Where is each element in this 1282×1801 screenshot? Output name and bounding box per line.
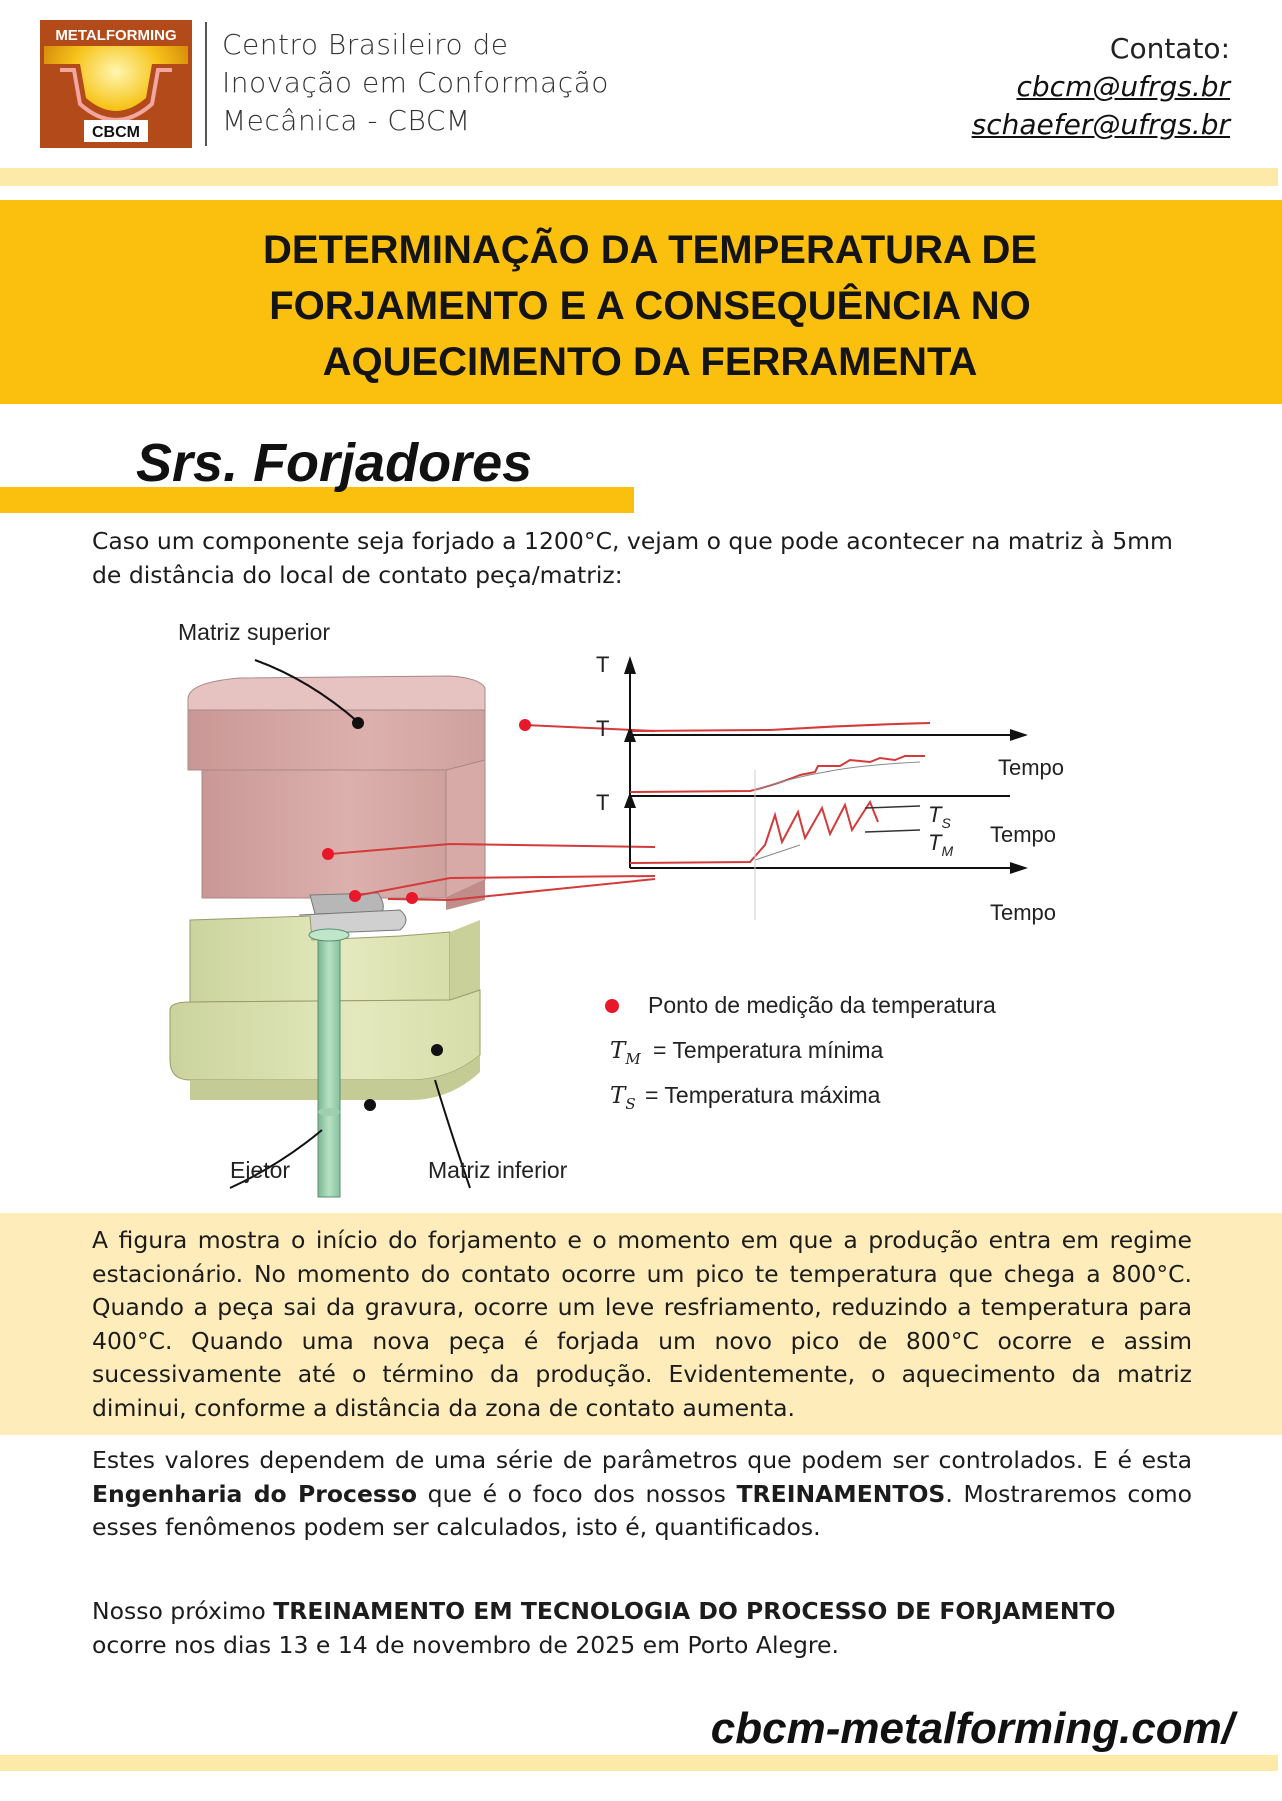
bold-training-name: TREINAMENTO EM TECNOLOGIA DO PROCESSO DE FORJAMENTO xyxy=(273,1597,1116,1625)
callout-dot-lower xyxy=(431,1044,443,1056)
footer-band xyxy=(0,1755,1278,1771)
org-line-3: Mecânica - CBCM xyxy=(222,104,471,137)
document-title xyxy=(0,222,1282,390)
callout-dot-ejector xyxy=(364,1099,376,1111)
axis-t-upper: T xyxy=(596,652,610,677)
bold-trainings: TREINAMENTOS xyxy=(736,1479,946,1508)
label-matriz-inferior: Matriz inferior xyxy=(428,1157,568,1183)
title-line-2: FORJAMENTO E A CONSEQUÊNCIA NO xyxy=(269,284,1031,328)
figure-explanation-paragraph: A figura mostra o início do forjamento e o momento em que a produção entra em regime estacionário. No momento do contato ocorre um pico te temperatura que chega a 800°C. Quando a peça sai da gravura, ocorre um leve resfriamento, reduzindo a temperatura para 400°C. Quando uma nova peça é forjada um novo pico de 800°C ocorre e assim sucessivamente até o término da produção. Evidentemente, o aquecimento da matriz diminui, conforme a distância da zona de contato aumenta. xyxy=(92,1226,1192,1422)
axis-tempo-bottom: Tempo xyxy=(990,900,1057,925)
process-engineering-paragraph xyxy=(92,1444,1192,1545)
measurement-point-contact xyxy=(406,892,418,904)
text-segment: . Mostraremos como esses fenômenos podem ser calculados, isto é, quantificados. xyxy=(92,1479,1192,1541)
header-divider xyxy=(205,22,207,146)
label-ejetor: Ejetor xyxy=(230,1157,291,1183)
legend-ts-symbol: $T_S$ xyxy=(610,1083,636,1113)
measurement-point-upper xyxy=(519,719,531,731)
plot-lower xyxy=(596,790,1056,925)
temperature-plots xyxy=(596,652,1064,925)
label-matriz-superior: Matriz superior xyxy=(178,619,331,645)
text-segment: Nosso próximo xyxy=(92,1597,274,1625)
text-segment: que é o foco dos nossos xyxy=(417,1479,737,1508)
logo-text-top: METALFORMING xyxy=(55,27,177,44)
axis-t-middle: T xyxy=(596,716,610,741)
title-line-1: DETERMINAÇÃO DA TEMPERATURA DE xyxy=(262,228,1038,272)
legend-tm-symbol: $T_M$ xyxy=(610,1038,641,1068)
header-band xyxy=(0,168,1278,186)
intro-paragraph: Caso um componente seja forjado a 1200°C, vejam o que pode acontecer na matriz à 5mm de distância do local de contato peça/matriz: xyxy=(92,527,1173,589)
forging-temperature-figure xyxy=(150,610,1090,1200)
tm-label: $T_M$ xyxy=(928,830,954,859)
email-link-schaefer[interactable]: schaefer@ufrgs.br xyxy=(971,108,1230,141)
axis-t-lower: T xyxy=(596,790,610,815)
measurement-point-middle xyxy=(322,848,334,860)
title-banner xyxy=(0,200,1282,404)
org-line-1: Centro Brasileiro de xyxy=(222,28,509,61)
axis-tempo-lower: Tempo xyxy=(990,822,1057,847)
organization-name xyxy=(222,26,609,140)
figure-legend xyxy=(605,992,996,1113)
title-line-3: AQUECIMENTO DA FERRAMENTA xyxy=(322,340,978,384)
text-segment: ocorre nos dias 13 e 14 de novembro de 2025 em Porto Alegre. xyxy=(92,1630,839,1659)
ts-label: $T_S$ xyxy=(928,802,951,831)
callout-dot-upper xyxy=(352,717,364,729)
axis-tempo-middle: Tempo xyxy=(998,755,1065,780)
email-link-cbcm[interactable]: cbcm@ufrgs.br xyxy=(1016,70,1230,103)
legend-tm-text: = Temperatura mínima xyxy=(653,1037,884,1063)
cbcm-logo xyxy=(40,20,192,148)
next-training-paragraph xyxy=(92,1595,1192,1662)
contact-label: Contato: xyxy=(1109,32,1230,65)
bold-process-engineering: Engenharia do Processo xyxy=(92,1479,417,1508)
legend-point-text: Ponto de medição da temperatura xyxy=(648,992,996,1018)
legend-ts-text: = Temperatura máxima xyxy=(645,1082,881,1108)
logo-text-bottom: CBCM xyxy=(92,124,140,141)
plot-middle xyxy=(596,716,1064,796)
text-segment: Estes valores dependem de uma série de parâmetros que podem ser controlados. E é esta xyxy=(92,1446,1192,1474)
org-line-2: Inovação em Conformação xyxy=(222,66,609,99)
upper-die xyxy=(188,676,485,910)
plot-upper xyxy=(596,652,1028,741)
salutation-heading: Srs. Forjadores xyxy=(136,433,533,493)
legend-point-icon xyxy=(605,999,619,1013)
contact-block xyxy=(972,30,1230,144)
measurement-point-lower xyxy=(349,890,361,902)
website-link[interactable]: cbcm-metalforming.com/ xyxy=(710,1704,1234,1753)
